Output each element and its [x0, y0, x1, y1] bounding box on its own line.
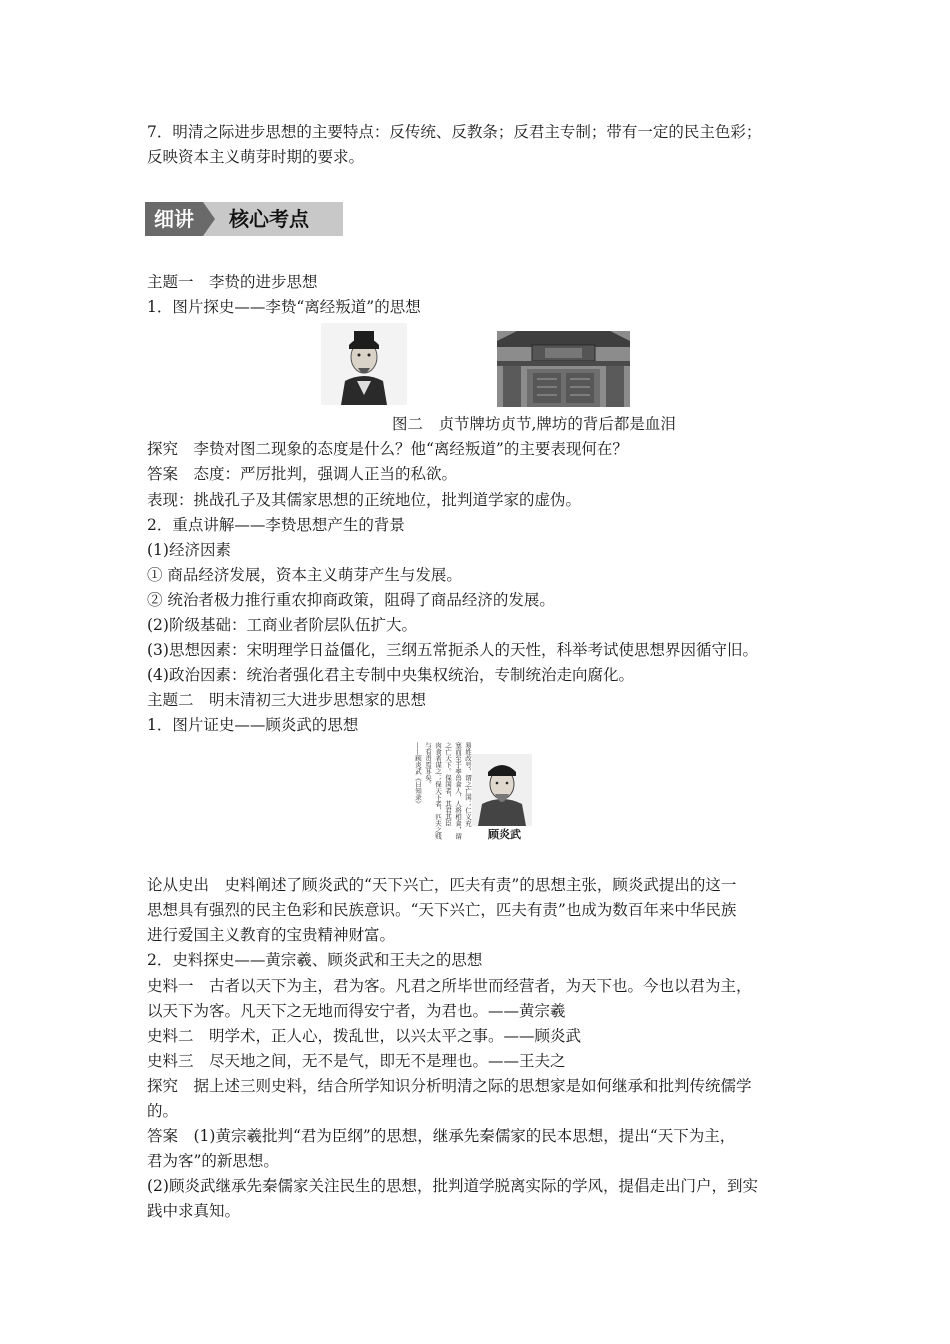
- quote-col-1: 易姓改号，谓之亡国；仁义充: [464, 742, 472, 827]
- topic2-lun-3: 进行爱国主义教育的宝贵精神财富。: [147, 926, 396, 944]
- quote-col-4: 肉食者谋之；保天下者，匹夫之贱: [434, 742, 442, 840]
- topic2-question-2: 的。: [147, 1102, 179, 1120]
- figure-caption: 图二 贞节牌坊贞节,牌坊的背后都是血泪: [392, 415, 676, 433]
- quote-col-2: 塞而至于率兽食人，人将相食，谓: [454, 742, 462, 840]
- banner-arrow-icon: [203, 202, 215, 236]
- gu-yanwu-quote: [400, 742, 472, 846]
- li-zhi-portrait-image: [321, 323, 407, 405]
- gu-yanwu-figure: [400, 742, 535, 848]
- topic2-title: 主题二 明末清初三大进步思想家的思想: [147, 691, 427, 709]
- gu-yanwu-portrait-image: [472, 754, 532, 826]
- banner-title: 核心考点: [229, 207, 309, 231]
- topic1-point-1: (1)经济因素: [147, 541, 231, 559]
- intro-line-1: 7．明清之际进步思想的主要特点：反传统、反教条；反君主专制；带有一定的民主色彩；: [147, 123, 762, 141]
- topic1-answer-1: 答案 态度：严厉批判，强调人正当的私欲。: [147, 465, 458, 483]
- topic1-point-3: (3)思想因素：宋明理学日益僵化，三纲五常扼杀人的天性，科举考试使思想界因循守旧。: [147, 641, 758, 659]
- topic1-point-2: (2)阶级基础：工商业者阶层队伍扩大。: [147, 616, 417, 634]
- topic2-answer-4: 践中求真知。: [147, 1202, 241, 1220]
- topic2-answer-1: 答案 (1)黄宗羲批判“君为臣纲”的思想，继承先秦儒家的民本思想，提出“天下为主，: [147, 1127, 736, 1145]
- topic1-question: 探究 李贽对图二现象的态度是什么？他“离经叛道”的主要表现何在？: [147, 440, 628, 458]
- topic1-title: 主题一 李贽的进步思想: [147, 273, 318, 291]
- banner-left-label: 细讲: [145, 202, 203, 236]
- quote-col-3: 之亡天下。保国者，其君其臣: [444, 742, 452, 827]
- topic1-sub1: 1．图片探史——李贽“离经叛道”的思想: [147, 298, 421, 316]
- topic2-sub1: 1．图片证史——顾炎武的思想: [147, 716, 359, 734]
- source-3: 史料三 尽天地之间，无不是气，即无不是理也。——王夫之: [147, 1052, 566, 1070]
- topic1-sub2: 2．重点讲解——李贽思想产生的背景: [147, 516, 405, 534]
- chastity-arch-image: [497, 331, 630, 407]
- topic1-point-1b: ② 统治者极力推行重农抑商政策，阻碍了商品经济的发展。: [147, 591, 555, 609]
- source-2: 史料二 明学术，正人心，拨乱世，以兴太平之事。——顾炎武: [147, 1027, 582, 1045]
- gu-yanwu-label: 顾炎武: [488, 828, 521, 841]
- source-1-line-1: 史料一 古者以天下为主，君为客。凡君之所毕世而经营者，为天下也。今也以君为主，: [147, 977, 752, 995]
- topic1-answer-2: 表现：挑战孔子及其儒家思想的正统地位，批判道学家的虚伪。: [147, 491, 582, 509]
- intro-line-2: 反映资本主义萌芽时期的要求。: [147, 148, 365, 166]
- quote-col-5: 与有责焉耳矣。: [424, 742, 432, 788]
- source-1-line-2: 以天下为客。凡天下之无地而得安宁者，为君也。——黄宗羲: [147, 1002, 566, 1020]
- topic2-sub2: 2．史料探史——黄宗羲、顾炎武和王夫之的思想: [147, 951, 483, 969]
- topic2-lun-1: 论从史出 史料阐述了顾炎武的“天下兴亡，匹夫有责”的思想主张，顾炎武提出的这一: [147, 876, 737, 894]
- topic1-point-1a: ① 商品经济发展，资本主义萌芽产生与发展。: [147, 566, 462, 584]
- section-banner: [145, 202, 343, 236]
- topic2-lun-2: 思想具有强烈的民主色彩和民族意识。“天下兴亡，匹夫有责”也成为数百年来中华民族: [147, 901, 737, 919]
- quote-source: ——顾炎武《日知录》: [414, 742, 422, 807]
- topic2-answer-2: 君为客”的新思想。: [147, 1152, 279, 1170]
- topic2-question-1: 探究 据上述三则史料，结合所学知识分析明清之际的思想家是如何继承和批判传统儒学: [147, 1077, 752, 1095]
- topic2-answer-3: (2)顾炎武继承先秦儒家关注民生的思想，批判道学脱离实际的学风，提倡走出门户，到实: [147, 1177, 758, 1195]
- topic1-point-4: (4)政治因素：统治者强化君主专制中央集权统治，专制统治走向腐化。: [147, 666, 634, 684]
